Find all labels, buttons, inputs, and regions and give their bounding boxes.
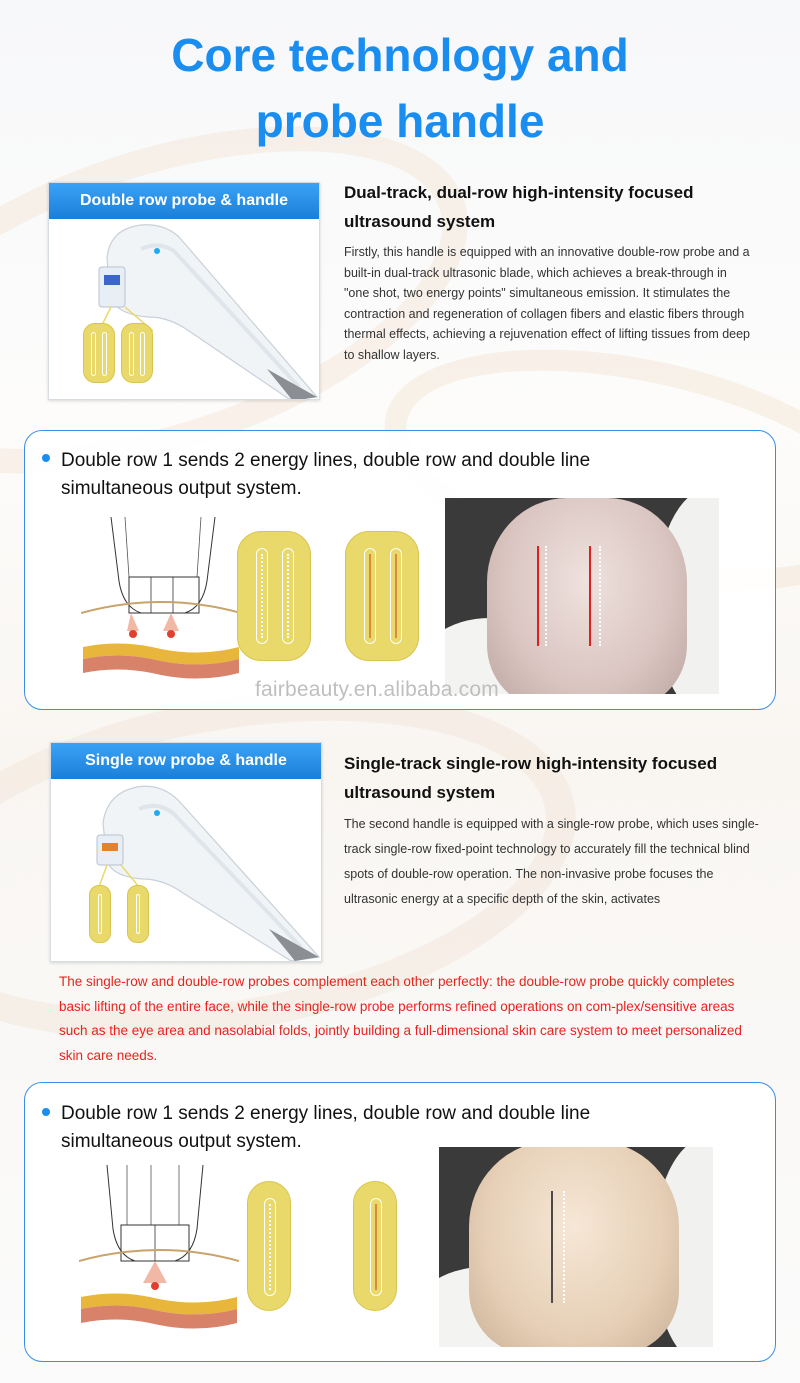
page-title-line1: Core technology and	[171, 29, 629, 81]
single-row-handle-panel	[50, 742, 322, 962]
probe-pad-icon	[89, 885, 111, 943]
section1-heading-line2: ultrasound system	[344, 212, 496, 231]
section2-heading-line2: ultrasound system	[344, 783, 496, 802]
watermark: fairbeauty.en.alibaba.com	[255, 678, 499, 701]
feature-box-1-line1: Double row 1 sends 2 energy lines, double row and double line	[61, 450, 591, 471]
double-row-handle-panel	[48, 182, 320, 400]
feature-box-1-text	[61, 447, 761, 503]
bullet-dot-icon	[42, 1108, 50, 1116]
skin-layer-diagram	[81, 517, 241, 687]
section2-heading	[344, 749, 764, 807]
bullet-dot-icon	[42, 454, 50, 462]
section2-heading-line1: Single-track single-row high-intensity focused	[344, 754, 718, 773]
probe-pad-icon	[83, 323, 115, 383]
tissue-photo	[445, 498, 719, 694]
page-title	[0, 22, 800, 154]
probe-pad-icon	[247, 1181, 291, 1311]
probe-pad-icon	[345, 531, 419, 661]
feature-box-2-line2: simultaneous output system.	[61, 1131, 302, 1152]
feature-box-2-line1: Double row 1 sends 2 energy lines, double row and double line	[61, 1103, 591, 1124]
probe-pad-icon	[353, 1181, 397, 1311]
feature-box-2	[24, 1082, 776, 1362]
section1-body: Firstly, this handle is equipped with an innovative double-row probe and a built-in dual-track ultrasonic blade, which achieves a break-through in "one shot, two energy points" simultaneous emission. It stimulates the contraction and regeneration of collagen fibers and elastic fibers through thermal effects, achieving a rejuvenation effect of lifting tissues from deep to shallow layers.	[344, 245, 751, 362]
feature-box-1-line2: simultaneous output system.	[61, 478, 302, 499]
skin-layer-diagram	[79, 1165, 239, 1335]
section1-heading-line1: Dual-track, dual-row high-intensity focused	[344, 183, 694, 202]
page-title-line2: probe handle	[255, 95, 545, 147]
section1-heading	[344, 178, 764, 236]
probe-pad-icon	[127, 885, 149, 943]
feature-box-1	[24, 430, 776, 710]
complement-note: The single-row and double-row probes complement each other perfectly: the double-row probe quickly completes basic lifting of the entire face, while the single-row probe performs refined operations on com-plex/sensitive areas such as the eye area and nasolabial folds, jointly building a full-dimensional skin care system to meet personalized skin care needs.	[59, 974, 742, 1063]
tissue-photo	[439, 1147, 713, 1347]
panel-header: Double row probe & handle	[49, 183, 319, 219]
panel-header: Single row probe & handle	[51, 743, 321, 779]
probe-pad-icon	[237, 531, 311, 661]
probe-pad-icon	[121, 323, 153, 383]
section2-body: The second handle is equipped with a single-row probe, which uses single-track single-row fixed-point technology to accurately fill the technical blind spots of double-row operation. The non-invasive probe focuses the ultrasonic energy at a specific depth of the skin, activates	[344, 817, 759, 906]
